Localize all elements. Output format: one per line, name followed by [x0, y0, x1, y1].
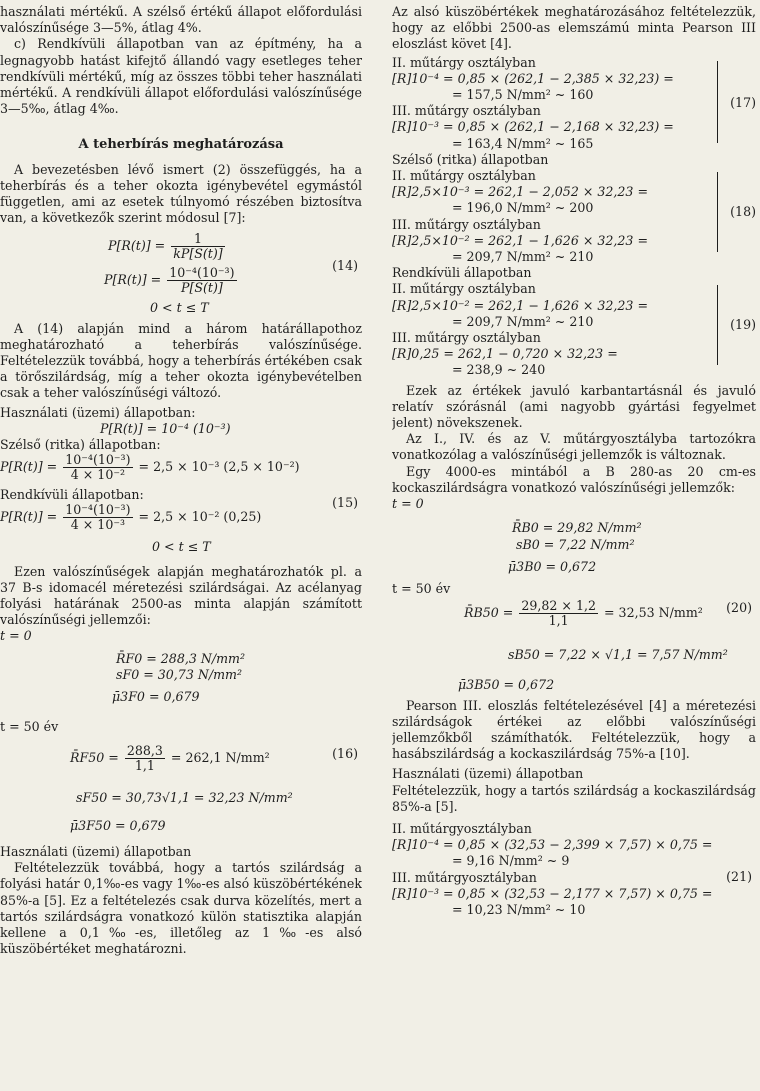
- eq15-lhs-2: P[R(t)] =: [0, 459, 58, 475]
- eq17-line: III. műtárgy osztályban: [392, 103, 541, 119]
- eq15-num-2: 10⁻⁴(10⁻³): [65, 452, 131, 468]
- rf0-value: R̄F0 = 288,3 N/mm²: [116, 650, 246, 666]
- paragraph: A bevezetésben lévő ismert (2) összefüggés, ha a teherbírás és a teher okozta igénybevétel egymástól független, ami az esetek túlnyomó részében biztosítva van, a következők szerint módosul [7]:: [0, 161, 362, 226]
- paragraph: Pearson III. eloszlás feltételezésével [4] a méretezési szilárdságok értékei az előbbi valószínűségi jellemzőkből számíthatók. Feltételezzük, hogy a hasábszilárdság a kockaszilárdság 75%-a [10].: [392, 697, 756, 762]
- eq19-number: (19): [730, 317, 756, 333]
- eq19-line: II. műtárgy osztályban: [392, 281, 536, 297]
- paragraph: Ezen valószínűségek alapján meghatározhatók pl. a 37 B-s idomacél méretezési szilárdságai. Az acélanyag folyási határának 2500-as minta alapján számított valószínűségi jellemzői:: [0, 563, 362, 628]
- eq15-line-1: P[R(t)] = 10⁻⁴ (10⁻³): [100, 420, 231, 436]
- eq15-heading-1: Használati (üzemi) állapotban:: [0, 404, 196, 420]
- right-brace-18: [717, 172, 718, 252]
- eq21-line: III. műtárgyosztályban: [392, 869, 537, 885]
- mb50-value: μ̄3B50 = 0,672: [458, 677, 555, 693]
- eq14-den-2: P[S(t)]: [180, 280, 223, 296]
- rf50-rhs: = 262,1 N/mm²: [170, 749, 270, 765]
- eq19-line: = 209,7 N/mm² ~ 210: [452, 313, 594, 329]
- rf50-lhs: R̄F50 =: [70, 749, 119, 765]
- eq17-line: = 163,4 N/mm² ~ 165: [452, 135, 594, 151]
- intro-text-1: használati mértékű. A szélső értékű állapot előfordulási valószínűsége 3—5%, átlag 4%.: [0, 4, 362, 36]
- eq21-line: = 10,23 N/mm² ~ 10: [452, 901, 586, 917]
- eq17-line: II. műtárgy osztályban: [392, 54, 536, 70]
- left-column: [0, 4, 362, 957]
- eq14-den-1: kP[S(t)]: [173, 246, 223, 262]
- eq18-number: (18): [730, 204, 756, 220]
- eq14-lhs-2: P[R(t)] =: [104, 272, 162, 288]
- rf50-den: 1,1: [134, 757, 155, 773]
- eq17-line: [R]10⁻³ = 0,85 × (262,1 − 2,168 × 32,23) =: [392, 119, 674, 135]
- paragraph: A (14) alapján mind a három határállapothoz meghatározható a teherbírás valószínűsége. Feltételezzük továbbá, hogy a teherbírás értékében csak a törőszilárdság, míg a teher okozta igénybevételben csak a teher valószínűségi változó.: [0, 320, 362, 401]
- paragraph: Egy 4000-es mintából a B 280-as 20 cm-es kockaszilárdságra vonatkozó valószínűségi jellemzők:: [392, 463, 756, 495]
- eq19-line: [R]0,25 = 262,1 − 0,720 × 32,23 =: [392, 346, 618, 362]
- equation-15: [0, 405, 362, 556]
- rf50-num: 288,3: [126, 742, 163, 758]
- paragraph: Az alsó küszöbértékek meghatározásához feltételezzük, hogy az előbbi 2500-as elemszámú minta Pearson III eloszlást követ [4].: [392, 4, 756, 52]
- rb50-lhs: R̄B50 =: [464, 605, 514, 621]
- equation-18: [392, 168, 756, 265]
- rb50-num: 29,82 × 1,2: [521, 598, 596, 614]
- rb50-den: 1,1: [548, 613, 569, 629]
- eq15-den-2: 4 × 10⁻²: [70, 467, 126, 483]
- sf0-value: sF0 = 30,73 N/mm²: [116, 666, 243, 682]
- eq17-number: (17): [730, 94, 756, 110]
- eq15-heading-2: Szélső (ritka) állapotban:: [0, 437, 161, 453]
- mf0-value: μ̄3F0 = 0,679: [112, 689, 200, 705]
- eq21-line: II. műtárgyosztályban: [392, 820, 532, 836]
- eq14-num-1: 1: [171, 232, 224, 247]
- eq18-line: = 209,7 N/mm² ~ 210: [452, 249, 594, 265]
- eq19-line: III. műtárgy osztályban: [392, 330, 541, 346]
- mb0-value: μ̄3B0 = 0,672: [508, 558, 597, 574]
- sf50-value: sF50 = 30,73√1,1 = 32,23 N/mm²: [76, 789, 293, 805]
- sb50-value: sB50 = 7,22 × √1,1 = 7,57 N/mm²: [508, 647, 728, 663]
- paragraph: Feltételezzük, hogy a tartós szilárdság a kockaszilárdság 85%-a [5].: [392, 782, 756, 814]
- eq20-number: (20): [726, 600, 752, 616]
- eq17-line: = 157,5 N/mm² ~ 160: [452, 87, 594, 103]
- paragraph: Az I., IV. és az V. műtárgyosztályba tartozókra vonatkozólag a valószínűségi jellemzők is változnak.: [392, 431, 756, 463]
- eq19-line: [R]2,5×10⁻² = 262,1 − 1,626 × 32,23 =: [392, 297, 649, 313]
- sb0-value: sB0 = 7,22 N/mm²: [516, 536, 635, 552]
- t-zero: t = 0: [0, 628, 32, 644]
- subsection-heading: Rendkívüli állapotban: [392, 265, 532, 281]
- equation-19: [392, 281, 756, 378]
- eq21-number: (21): [726, 868, 752, 884]
- t-fifty: t = 50 év: [392, 580, 451, 596]
- equation-21: [392, 821, 756, 918]
- mf50-value: μ̄3F50 = 0,679: [70, 817, 166, 833]
- equation-16: [0, 628, 362, 833]
- paragraph: Feltételezzük továbbá, hogy a tartós szilárdság a folyási határ 0,1‰-es vagy 1‰-es alsó küszöbértékének 85%-a [5]. Ez a feltételezés csak durva közelítés, mert a tartós szilárdságra vonatkozó külön statisztika alapján kellene a 0,1‰-es, illetőleg az 1‰-es alsó küszöbértéket meghatározni.: [0, 860, 362, 957]
- eq15-rhs-2: = 2,5 × 10⁻³ (2,5 × 10⁻²): [138, 459, 300, 475]
- eq15-den-3: 4 × 10⁻³: [70, 517, 126, 533]
- right-brace-19: [717, 285, 718, 365]
- eq18-line: II. műtárgy osztályban: [392, 168, 536, 184]
- eq15-heading-3: Rendkívüli állapotban:: [0, 487, 144, 503]
- equation-17: [392, 55, 756, 152]
- eq19-line: = 238,9 ~ 240: [452, 362, 546, 378]
- right-brace-17: [717, 61, 718, 143]
- eq18-line: III. műtárgy osztályban: [392, 216, 541, 232]
- eq17-line: [R]10⁻⁴ = 0,85 × (262,1 − 2,385 × 32,23) =: [392, 70, 674, 86]
- eq15-lhs-3: P[R(t)] =: [0, 509, 58, 525]
- eq15-num-3: 10⁻⁴(10⁻³): [65, 502, 131, 518]
- subsection-heading: Használati (üzemi) állapotban: [0, 843, 192, 859]
- rb50-rhs: = 32,53 N/mm²: [604, 605, 703, 621]
- eq21-line: = 9,16 N/mm² ~ 9: [452, 853, 570, 869]
- equation-14: [0, 232, 362, 316]
- eq14-condition: 0 < t ≤ T: [150, 300, 209, 316]
- eq14-lhs-1: P[R(t)] =: [108, 238, 166, 254]
- eq15-rhs-3: = 2,5 × 10⁻² (0,25): [138, 509, 262, 525]
- eq18-line: [R]2,5×10⁻³ = 262,1 − 2,052 × 32,23 =: [392, 184, 649, 200]
- paragraph: Ezek az értékek javuló karbantartásnál és javuló relatív szórásnál (ami nagyobb gyártási fegyelmet jelent) növekszenek.: [392, 382, 756, 431]
- t-fifty: t = 50 év: [0, 719, 59, 735]
- eq15-number: (15): [332, 494, 358, 510]
- subsection-heading: Használati (üzemi) állapotban: [392, 766, 584, 782]
- subsection-heading: Szélső (ritka) állapotban: [392, 151, 549, 167]
- equation-20: [392, 496, 756, 693]
- t-zero: t = 0: [392, 496, 424, 512]
- intro-text-2: c) Rendkívüli állapotban van az építmény, ha a legnagyobb hatást kifejtő állandó vagy esetleges teher rendkívüli mértékű, míg az összes többi teher használati mértékű. A rendkívüli állapot előfordulási valószínűsége 3—5‰, átlag 4‰.: [0, 36, 362, 117]
- eq21-line: [R]10⁻³ = 0,85 × (32,53 − 2,177 × 7,57) × 0,75 =: [392, 885, 713, 901]
- eq14-num-2: 10⁻⁴(10⁻³): [169, 265, 235, 281]
- right-column: [392, 4, 756, 918]
- eq18-line: [R]2,5×10⁻² = 262,1 − 1,626 × 32,23 =: [392, 232, 649, 248]
- eq18-line: = 196,0 N/mm² ~ 200: [452, 200, 594, 216]
- eq16-number: (16): [332, 746, 358, 762]
- rb0-value: R̄B0 = 29,82 N/mm²: [512, 520, 642, 536]
- eq14-number: (14): [332, 258, 358, 274]
- eq21-line: [R]10⁻⁴ = 0,85 × (32,53 − 2,399 × 7,57) × 0,75 =: [392, 837, 713, 853]
- eq15-condition: 0 < t ≤ T: [152, 539, 211, 555]
- section-heading: A teherbírás meghatározása: [78, 137, 284, 153]
